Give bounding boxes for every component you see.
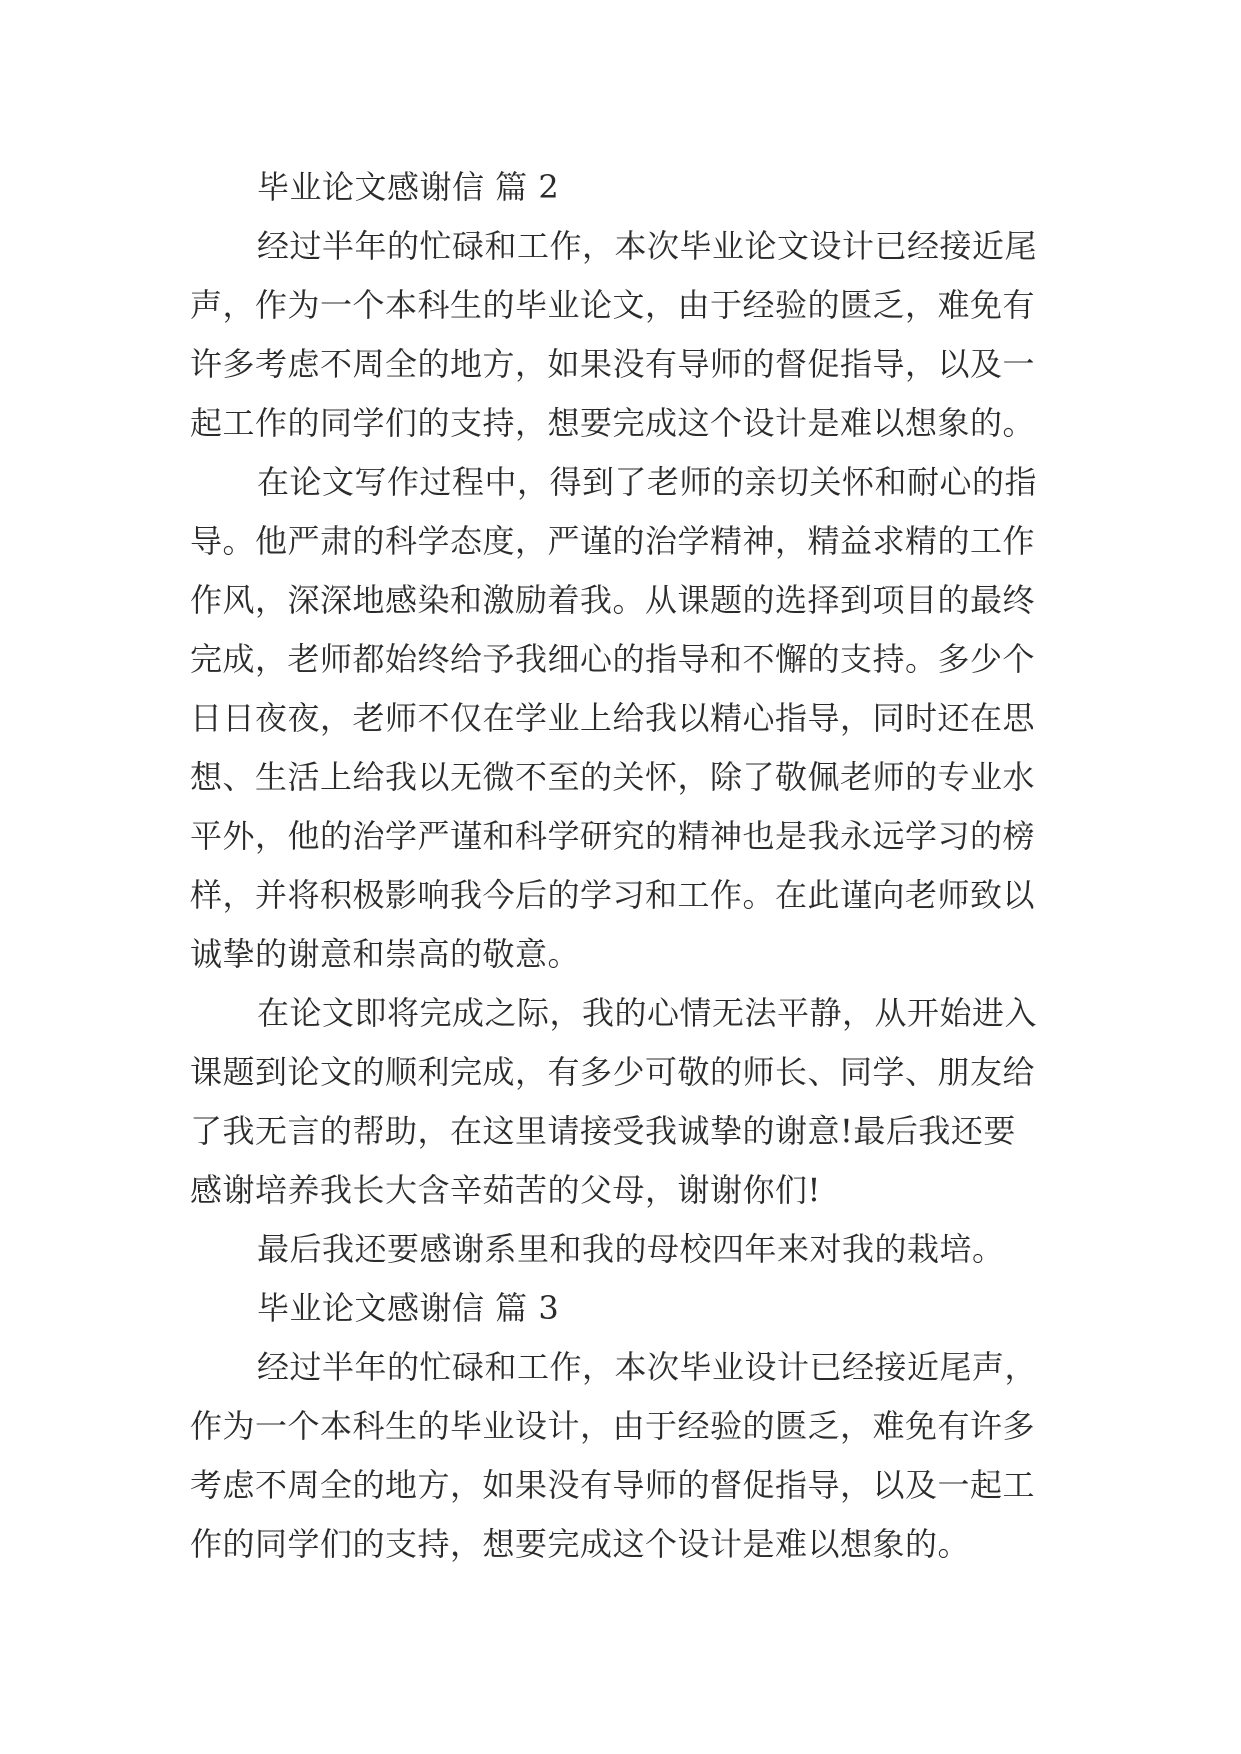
paragraph-line: 考虑不周全的地方，如果没有导师的督促指导，以及一起工 [190,1466,1036,1504]
paragraph-line: 导。他严肃的科学态度，严谨的治学精神，精益求精的工作 [190,522,1036,560]
paragraph-line: 日日夜夜，老师不仅在学业上给我以精心指导，同时还在思 [190,699,1036,737]
paragraph-line: 作风，深深地感染和激励着我。从课题的选择到项目的最终 [190,581,1036,619]
paragraph-line: 最后我还要感谢系里和我的母校四年来对我的栽培。 [257,1230,1005,1268]
paragraph-line: 经过半年的忙碌和工作，本次毕业设计已经接近尾声， [257,1348,1038,1386]
paragraph-line: 完成，老师都始终给予我细心的指导和不懈的支持。多少个 [190,640,1036,678]
section-heading-3: 毕业论文感谢信 篇 3 [257,1289,560,1327]
paragraph-line: 经过半年的忙碌和工作，本次毕业论文设计已经接近尾 [257,227,1038,265]
paragraph-line: 诚挚的谢意和崇高的敬意。 [190,935,581,973]
paragraph-line: 声，作为一个本科生的毕业论文，由于经验的匮乏，难免有 [190,286,1036,324]
paragraph-line: 平外，他的治学严谨和科学研究的精神也是我永远学习的榜 [190,817,1036,855]
paragraph-line: 感谢培养我长大含辛茹苦的父母，谢谢你们! [190,1171,821,1209]
paragraph-line: 课题到论文的顺利完成，有多少可敬的师长、同学、朋友给 [190,1053,1036,1091]
section-heading-2: 毕业论文感谢信 篇 2 [257,168,560,206]
paragraph-line: 了我无言的帮助，在这里请接受我诚挚的谢意!最后我还要 [190,1112,1016,1150]
paragraph-line: 作的同学们的支持，想要完成这个设计是难以想象的。 [190,1525,971,1563]
paragraph-line: 作为一个本科生的毕业设计，由于经验的匮乏，难免有许多 [190,1407,1036,1445]
paragraph-line: 起工作的同学们的支持，想要完成这个设计是难以想象的。 [190,404,1036,442]
paragraph-line: 样，并将积极影响我今后的学习和工作。在此谨向老师致以 [190,876,1036,914]
paragraph-line: 在论文写作过程中，得到了老师的亲切关怀和耐心的指 [257,463,1038,501]
paragraph-line: 在论文即将完成之际，我的心情无法平静，从开始进入 [257,994,1038,1032]
paragraph-line: 许多考虑不周全的地方，如果没有导师的督促指导，以及一 [190,345,1036,383]
paragraph-line: 想、生活上给我以无微不至的关怀，除了敬佩老师的专业水 [190,758,1036,796]
